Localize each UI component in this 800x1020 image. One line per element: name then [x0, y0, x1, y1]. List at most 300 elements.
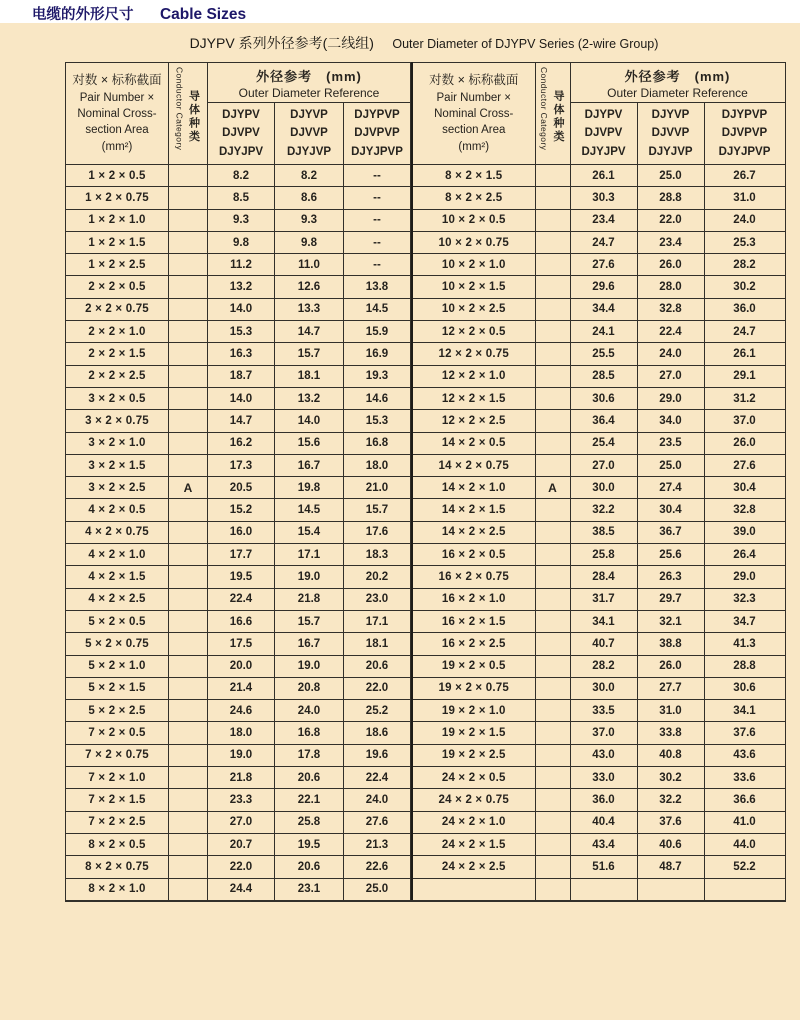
conductor-cell: [535, 722, 570, 744]
od-value-cell-djyvp: 26.0: [637, 655, 704, 677]
od-value-cell-djyvp: 40.6: [637, 833, 704, 855]
od-value-cell-djyvp: 16.7: [275, 633, 344, 655]
od-value-cell-djypv: 40.4: [570, 811, 637, 833]
pair-size-cell: 1 × 2 × 0.75: [66, 187, 169, 209]
conductor-cell: [169, 856, 208, 878]
conductor-cell: [535, 744, 570, 766]
od-value-cell-djypv: 17.3: [208, 454, 275, 476]
table-row: [412, 588, 785, 610]
pair-size-cell: 1 × 2 × 1.5: [66, 231, 169, 253]
pair-header-line: 对数 × 标称截面: [429, 72, 519, 87]
pair-size-cell: 1 × 2 × 1.0: [66, 209, 169, 231]
od-value-cell-djyvp: 30.4: [637, 499, 704, 521]
od-value-cell-djyvp: 20.8: [275, 677, 344, 699]
od-value-cell-djypv: 22.4: [208, 588, 275, 610]
cable-type-header-2: [637, 103, 704, 165]
od-value-cell-djypvp: 17.1: [344, 610, 411, 632]
od-value-cell-djypvp: 41.0: [704, 811, 785, 833]
od-value-cell-djypvp: 22.4: [344, 767, 411, 789]
od-value-cell-djypvp: 25.0: [344, 878, 411, 901]
od-value-cell-djypv: 31.7: [570, 588, 637, 610]
pair-size-cell: 12 × 2 × 2.5: [412, 410, 535, 432]
pair-size-cell: 2 × 2 × 0.75: [66, 298, 169, 320]
table-row: [412, 521, 785, 543]
od-value-cell-djypv: 19.5: [208, 566, 275, 588]
od-value-cell-djypv: 17.5: [208, 633, 275, 655]
od-value-cell-djypvp: 16.9: [344, 343, 411, 365]
conductor-cell: [169, 544, 208, 566]
conductor-cell: [535, 321, 570, 343]
pair-size-cell: 8 × 2 × 1.5: [412, 165, 535, 187]
od-value-cell-djypvp: --: [344, 209, 411, 231]
conductor-cell: [169, 298, 208, 320]
type-name: DJYJPV: [218, 145, 264, 158]
od-value-cell-djyvp: 18.1: [275, 365, 344, 387]
table-row: [66, 700, 411, 722]
od-value-cell-djypvp: 24.0: [704, 209, 785, 231]
table-row: [66, 454, 411, 476]
pair-size-cell: 1 × 2 × 0.5: [66, 165, 169, 187]
od-value-cell-djypvp: 20.6: [344, 655, 411, 677]
outer-diameter-header: [570, 63, 785, 103]
conductor-header-en: Conductor Category: [539, 66, 549, 150]
conductor-cell: [169, 365, 208, 387]
od-value-cell-djypvp: 28.2: [704, 254, 785, 276]
od-value-cell-djypvp: 29.1: [704, 365, 785, 387]
od-value-cell-djypv: 24.1: [570, 321, 637, 343]
pair-size-cell: 4 × 2 × 1.0: [66, 544, 169, 566]
pair-size-cell: 12 × 2 × 0.5: [412, 321, 535, 343]
od-value-cell-djypvp: 25.2: [344, 700, 411, 722]
pair-header-line: Nominal Cross-: [434, 108, 514, 121]
od-value-cell-djypvp: 22.0: [344, 677, 411, 699]
od-value-cell-djyvp: 26.3: [637, 566, 704, 588]
table-row: [412, 343, 785, 365]
pair-size-cell: 19 × 2 × 1.5: [412, 722, 535, 744]
pair-size-cell: 10 × 2 × 1.0: [412, 254, 535, 276]
od-value-cell-djyvp: 19.0: [275, 566, 344, 588]
od-value-cell-djypv: 30.0: [570, 677, 637, 699]
od-value-cell-djyvp: 21.8: [275, 588, 344, 610]
table-row: [66, 833, 411, 855]
pair-size-cell: 16 × 2 × 1.0: [412, 588, 535, 610]
od-value-cell-djypvp: 52.2: [704, 856, 785, 878]
type-name: DJVVP: [290, 127, 328, 140]
conductor-cell: [535, 231, 570, 253]
page-title-en: Cable Sizes: [159, 6, 247, 23]
od-value-cell-djyvp: 9.3: [275, 209, 344, 231]
od-value-cell-djypvp: 39.0: [704, 521, 785, 543]
od-value-cell-djypvp: 23.0: [344, 588, 411, 610]
conductor-cell: [535, 811, 570, 833]
type-name: DJYJPVP: [351, 145, 403, 158]
od-value-cell-djypv: 33.5: [570, 700, 637, 722]
od-value-cell-djypvp: 44.0: [704, 833, 785, 855]
od-value-cell-djyvp: 14.0: [275, 410, 344, 432]
od-value-cell-djypv: 24.7: [570, 231, 637, 253]
pair-header-line: Pair Number ×: [436, 91, 511, 104]
table-row: [412, 387, 785, 409]
conductor-cell: [535, 209, 570, 231]
od-value-cell-djyvp: 22.1: [275, 789, 344, 811]
od-value-cell-djypv: 16.0: [208, 521, 275, 543]
conductor-cell: [535, 677, 570, 699]
pair-size-cell: 3 × 2 × 2.5: [66, 477, 169, 499]
od-value-cell-djypvp: --: [344, 187, 411, 209]
table-row: [66, 321, 411, 343]
conductor-cell: [535, 544, 570, 566]
od-value-cell-djypv: 16.3: [208, 343, 275, 365]
od-header-en: Outer Diameter Reference: [238, 85, 380, 100]
outer-diameter-header: [208, 63, 411, 103]
conductor-cell: [169, 566, 208, 588]
od-value-cell-djyvp: 40.8: [637, 744, 704, 766]
od-value-cell-djypv: 43.0: [570, 744, 637, 766]
od-value-cell-djyvp: 32.1: [637, 610, 704, 632]
conductor-cell: [535, 833, 570, 855]
cable-table-right: [411, 62, 786, 902]
conductor-cell: [169, 387, 208, 409]
pair-size-cell: 2 × 2 × 1.5: [66, 343, 169, 365]
od-header-en: Outer Diameter Reference: [607, 85, 748, 100]
od-value-cell-djypvp: 26.7: [704, 165, 785, 187]
pair-size-cell: 4 × 2 × 0.75: [66, 521, 169, 543]
table-row: [412, 767, 785, 789]
od-value-cell-djypv: 33.0: [570, 767, 637, 789]
pair-size-cell: 5 × 2 × 2.5: [66, 700, 169, 722]
conductor-header-zh: 导体种类: [187, 89, 200, 144]
od-value-cell-djypv: 14.0: [208, 387, 275, 409]
type-name: DJYVP: [651, 108, 690, 121]
od-value-cell-djypv: [570, 878, 637, 901]
conductor-cell: [169, 254, 208, 276]
page-title-zh: 电缆的外形尺寸: [32, 7, 134, 23]
pair-size-cell: [412, 878, 535, 901]
conductor-cell: [169, 521, 208, 543]
table-row: [412, 655, 785, 677]
table-row: [412, 833, 785, 855]
od-value-cell-djypvp: 37.6: [704, 722, 785, 744]
type-name: DJVPV: [222, 127, 260, 140]
table-row: [412, 209, 785, 231]
od-value-cell-djypvp: 22.6: [344, 856, 411, 878]
pair-size-cell: 5 × 2 × 1.0: [66, 655, 169, 677]
od-value-cell-djypvp: 26.1: [704, 343, 785, 365]
conductor-category-header: [169, 63, 208, 165]
pair-header-line: Pair Number ×: [79, 91, 155, 104]
od-value-cell-djypv: 18.7: [208, 365, 275, 387]
table-row: [412, 811, 785, 833]
table-row: [66, 878, 411, 901]
conductor-cell: [535, 521, 570, 543]
conductor-cell: [169, 410, 208, 432]
od-value-cell-djypv: 25.5: [570, 343, 637, 365]
pair-size-cell: 4 × 2 × 2.5: [66, 588, 169, 610]
table-row: [66, 432, 411, 454]
od-header-zh: 外径参考 (mm): [624, 68, 731, 84]
pair-size-cell: 7 × 2 × 0.5: [66, 722, 169, 744]
pair-size-cell: 10 × 2 × 0.5: [412, 209, 535, 231]
pair-size-cell: 24 × 2 × 1.5: [412, 833, 535, 855]
pair-header-line: Nominal Cross-: [77, 108, 157, 121]
od-value-cell-djypv: 21.8: [208, 767, 275, 789]
conductor-cell: [535, 410, 570, 432]
pair-size-cell: 2 × 2 × 2.5: [66, 365, 169, 387]
od-value-cell-djypvp: 14.5: [344, 298, 411, 320]
conductor-cell: A: [535, 477, 570, 499]
od-value-cell-djypv: 38.5: [570, 521, 637, 543]
od-value-cell-djyvp: 13.3: [275, 298, 344, 320]
conductor-cell: [169, 231, 208, 253]
conductor-header-zh: 导体种类: [552, 89, 564, 144]
od-value-cell-djypv: 22.0: [208, 856, 275, 878]
od-value-cell-djypvp: 16.8: [344, 432, 411, 454]
table-row: [412, 544, 785, 566]
od-value-cell-djypvp: 15.3: [344, 410, 411, 432]
od-value-cell-djyvp: 19.0: [275, 655, 344, 677]
od-value-cell-djypvp: 19.3: [344, 365, 411, 387]
od-value-cell-djyvp: 22.4: [637, 321, 704, 343]
od-value-cell-djyvp: 36.7: [637, 521, 704, 543]
conductor-cell: A: [169, 477, 208, 499]
od-value-cell-djypvp: 20.2: [344, 566, 411, 588]
pair-size-cell: 3 × 2 × 1.0: [66, 432, 169, 454]
type-name: DJVPVP: [354, 127, 400, 140]
od-value-cell-djypv: 24.6: [208, 700, 275, 722]
pair-size-cell: 24 × 2 × 0.75: [412, 789, 535, 811]
pair-size-cell: 19 × 2 × 0.75: [412, 677, 535, 699]
od-value-cell-djypvp: 25.3: [704, 231, 785, 253]
od-value-cell-djyvp: 22.0: [637, 209, 704, 231]
conductor-cell: [535, 700, 570, 722]
od-value-cell-djypv: 36.0: [570, 789, 637, 811]
conductor-cell: [169, 811, 208, 833]
pair-size-cell: 8 × 2 × 0.5: [66, 833, 169, 855]
od-value-cell-djypvp: [704, 878, 785, 901]
table-row: [66, 655, 411, 677]
od-value-cell-djypvp: 27.6: [344, 811, 411, 833]
type-name: DJYPVP: [354, 108, 400, 121]
od-value-cell-djypv: 29.6: [570, 276, 637, 298]
pair-size-cell: 14 × 2 × 0.75: [412, 454, 535, 476]
od-value-cell-djyvp: 31.0: [637, 700, 704, 722]
od-value-cell-djypvp: 41.3: [704, 633, 785, 655]
od-value-cell-djyvp: 19.8: [275, 477, 344, 499]
od-value-cell-djyvp: 29.7: [637, 588, 704, 610]
table-row: [412, 744, 785, 766]
od-value-cell-djypvp: 34.1: [704, 700, 785, 722]
conductor-cell: [169, 700, 208, 722]
od-value-cell-djypv: 25.4: [570, 432, 637, 454]
pair-size-cell: 7 × 2 × 1.5: [66, 789, 169, 811]
od-value-cell-djyvp: 20.6: [275, 856, 344, 878]
pair-size-cell: 7 × 2 × 0.75: [66, 744, 169, 766]
od-value-cell-djypvp: 32.3: [704, 588, 785, 610]
od-value-cell-djypvp: 28.8: [704, 655, 785, 677]
od-value-cell-djypv: 14.7: [208, 410, 275, 432]
pair-size-cell: 2 × 2 × 0.5: [66, 276, 169, 298]
od-value-cell-djyvp: 32.2: [637, 789, 704, 811]
conductor-header-en: Conductor Category: [174, 66, 185, 150]
od-value-cell-djypv: 40.7: [570, 633, 637, 655]
od-value-cell-djyvp: 28.0: [637, 276, 704, 298]
od-value-cell-djypvp: 18.3: [344, 544, 411, 566]
pair-header-line: 对数 × 标称截面: [72, 72, 162, 87]
od-value-cell-djypv: 21.4: [208, 677, 275, 699]
type-name: DJYJVP: [648, 145, 693, 158]
pair-size-cell: 16 × 2 × 0.5: [412, 544, 535, 566]
cable-type-header-1: [208, 103, 275, 165]
pair-size-cell: 3 × 2 × 1.5: [66, 454, 169, 476]
conductor-cell: [169, 432, 208, 454]
od-value-cell-djypv: 16.6: [208, 610, 275, 632]
table-subtitle-zh: DJYPV 系列外径参考(二线组): [189, 35, 374, 51]
od-value-cell-djypv: 26.1: [570, 165, 637, 187]
cable-type-header-1: [570, 103, 637, 165]
type-name: DJYPV: [222, 108, 260, 121]
od-value-cell-djyvp: 23.5: [637, 432, 704, 454]
pair-size-cell: 24 × 2 × 0.5: [412, 767, 535, 789]
od-value-cell-djypv: 23.4: [570, 209, 637, 231]
table-subtitle-en: Outer Diameter of DJYPV Series (2-wire Group): [392, 37, 659, 51]
table-row: [66, 856, 411, 878]
od-value-cell-djyvp: 25.0: [637, 454, 704, 476]
od-value-cell-djypv: 34.4: [570, 298, 637, 320]
od-value-cell-djyvp: 29.0: [637, 387, 704, 409]
table-row: [412, 432, 785, 454]
conductor-cell: [169, 276, 208, 298]
table-row: [66, 387, 411, 409]
pair-size-cell: 2 × 2 × 1.0: [66, 321, 169, 343]
pair-size-cell: 16 × 2 × 0.75: [412, 566, 535, 588]
type-name: DJYJPVP: [718, 145, 771, 158]
od-value-cell-djyvp: 38.8: [637, 633, 704, 655]
conductor-cell: [535, 254, 570, 276]
table-row: [412, 321, 785, 343]
od-value-cell-djypv: 9.3: [208, 209, 275, 231]
table-row: [66, 610, 411, 632]
od-value-cell-djyvp: 24.0: [275, 700, 344, 722]
table-row: [412, 856, 785, 878]
od-value-cell-djypv: 15.3: [208, 321, 275, 343]
od-value-cell-djypv: 9.8: [208, 231, 275, 253]
pair-size-cell: 12 × 2 × 0.75: [412, 343, 535, 365]
od-value-cell-djypvp: 26.0: [704, 432, 785, 454]
pair-size-cell: 5 × 2 × 1.5: [66, 677, 169, 699]
od-value-cell-djypv: 11.2: [208, 254, 275, 276]
table-row: [412, 165, 785, 187]
table-row: [412, 454, 785, 476]
conductor-cell: [169, 722, 208, 744]
conductor-category-header: [535, 63, 570, 165]
od-value-cell-djyvp: 27.0: [637, 365, 704, 387]
od-value-cell-djyvp: 25.0: [637, 165, 704, 187]
od-value-cell-djyvp: 17.8: [275, 744, 344, 766]
table-row: [66, 165, 411, 187]
conductor-cell: [169, 343, 208, 365]
od-value-cell-djypvp: 31.2: [704, 387, 785, 409]
od-value-cell-djyvp: 48.7: [637, 856, 704, 878]
od-value-cell-djypv: 34.1: [570, 610, 637, 632]
od-value-cell-djypvp: 26.4: [704, 544, 785, 566]
cable-size-table: [65, 62, 786, 902]
pair-size-cell: 14 × 2 × 0.5: [412, 432, 535, 454]
type-name: DJVPV: [584, 127, 623, 140]
od-value-cell-djypv: 24.4: [208, 878, 275, 901]
type-name: DJYVP: [290, 108, 328, 121]
pair-size-cell: 8 × 2 × 2.5: [412, 187, 535, 209]
od-value-cell-djyvp: 37.6: [637, 811, 704, 833]
table-row: [412, 365, 785, 387]
od-value-cell-djyvp: 9.8: [275, 231, 344, 253]
od-value-cell-djyvp: 34.0: [637, 410, 704, 432]
od-value-cell-djypvp: 18.1: [344, 633, 411, 655]
table-subtitle: [65, 33, 783, 53]
conductor-cell: [169, 187, 208, 209]
pair-size-cell: 14 × 2 × 1.0: [412, 477, 535, 499]
table-row: [66, 744, 411, 766]
pair-size-cell: 7 × 2 × 2.5: [66, 811, 169, 833]
od-value-cell-djypv: 27.6: [570, 254, 637, 276]
od-value-cell-djyvp: 23.4: [637, 231, 704, 253]
od-value-cell-djypvp: 24.0: [344, 789, 411, 811]
type-name: DJYPV: [584, 108, 623, 121]
table-row: [412, 231, 785, 253]
od-value-cell-djypvp: 14.6: [344, 387, 411, 409]
pair-size-cell: 1 × 2 × 2.5: [66, 254, 169, 276]
conductor-cell: [535, 633, 570, 655]
od-value-cell-djyvp: 19.5: [275, 833, 344, 855]
od-value-cell-djyvp: 26.0: [637, 254, 704, 276]
od-value-cell-djypv: 28.2: [570, 655, 637, 677]
conductor-cell: [535, 588, 570, 610]
od-header-zh: 外径参考 (mm): [256, 68, 362, 84]
conductor-cell: [169, 677, 208, 699]
pair-size-cell: 3 × 2 × 0.75: [66, 410, 169, 432]
od-value-cell-djypv: 20.0: [208, 655, 275, 677]
od-value-cell-djyvp: 27.4: [637, 477, 704, 499]
table-row: [66, 477, 411, 499]
od-value-cell-djypvp: 43.6: [704, 744, 785, 766]
pair-size-cell: 14 × 2 × 2.5: [412, 521, 535, 543]
od-value-cell-djyvp: 15.7: [275, 610, 344, 632]
od-value-cell-djypv: 20.7: [208, 833, 275, 855]
od-value-cell-djypvp: 18.0: [344, 454, 411, 476]
od-value-cell-djypvp: 19.6: [344, 744, 411, 766]
od-value-cell-djypvp: 36.6: [704, 789, 785, 811]
conductor-cell: [169, 767, 208, 789]
conductor-cell: [169, 655, 208, 677]
od-value-cell-djypv: 20.5: [208, 477, 275, 499]
table-row: [66, 187, 411, 209]
table-row: [412, 633, 785, 655]
od-value-cell-djypvp: 30.2: [704, 276, 785, 298]
od-value-cell-djypv: 13.2: [208, 276, 275, 298]
pair-size-cell: 4 × 2 × 0.5: [66, 499, 169, 521]
od-value-cell-djypvp: 13.8: [344, 276, 411, 298]
conductor-cell: [535, 187, 570, 209]
od-value-cell-djyvp: 14.5: [275, 499, 344, 521]
conductor-cell: [169, 744, 208, 766]
table-row: [412, 878, 785, 901]
pair-size-cell: 10 × 2 × 2.5: [412, 298, 535, 320]
table-row: [66, 811, 411, 833]
od-value-cell-djypvp: 18.6: [344, 722, 411, 744]
pair-size-cell: 24 × 2 × 1.0: [412, 811, 535, 833]
table-row: [412, 410, 785, 432]
table-row: [412, 789, 785, 811]
od-value-cell-djypv: 28.4: [570, 566, 637, 588]
